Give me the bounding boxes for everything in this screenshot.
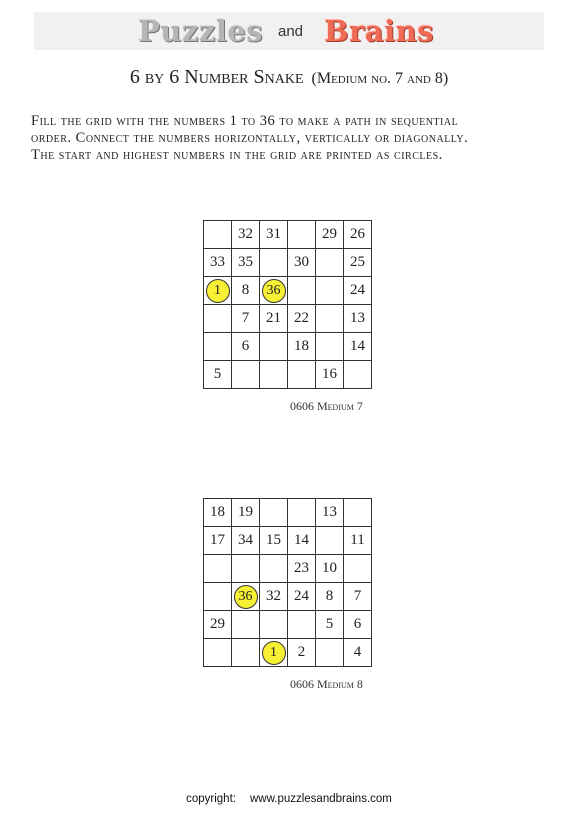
grid-cell[interactable]: 8 (232, 277, 260, 305)
grid-cell[interactable] (288, 277, 316, 305)
grid-cell[interactable] (232, 555, 260, 583)
grid-cell[interactable]: 8 (316, 583, 344, 611)
grid-cell[interactable] (232, 611, 260, 639)
grid-cell[interactable]: 17 (204, 527, 232, 555)
grid-cell[interactable]: 22 (288, 305, 316, 333)
grid-cell[interactable] (260, 333, 288, 361)
grid-cell[interactable] (288, 361, 316, 389)
grid-cell[interactable]: 13 (316, 499, 344, 527)
grid-cell[interactable] (288, 611, 316, 639)
footer (0, 793, 578, 805)
grid-row (204, 221, 372, 249)
grid-cell[interactable] (344, 361, 372, 389)
grid-cell[interactable] (204, 305, 232, 333)
grid-row (204, 555, 372, 583)
grid-cell[interactable]: 10 (316, 555, 344, 583)
grid-cell[interactable]: 32 (232, 221, 260, 249)
grid-cell[interactable]: 29 (204, 611, 232, 639)
grid-row (204, 249, 372, 277)
grid-cell[interactable] (316, 527, 344, 555)
grid-cell[interactable]: 21 (260, 305, 288, 333)
site-header (34, 12, 544, 50)
grid-row (204, 305, 372, 333)
grid-cell[interactable] (204, 221, 232, 249)
grid-cell[interactable]: 24 (344, 277, 372, 305)
grid-cell[interactable]: 14 (288, 527, 316, 555)
grid-cell[interactable]: 15 (260, 527, 288, 555)
logo-brains: Brains (324, 14, 435, 48)
grid-cell[interactable]: 30 (288, 249, 316, 277)
title-main: 6 by 6 Number Snake (129, 66, 304, 88)
grid-cell[interactable] (260, 277, 288, 305)
grid-cell[interactable] (232, 361, 260, 389)
instruction-line: Fill the grid with the numbers 1 to 36 to make a path in sequential (31, 113, 459, 129)
grid-cell[interactable] (260, 499, 288, 527)
grid-cell[interactable]: 24 (288, 583, 316, 611)
grid-cell[interactable] (232, 583, 260, 611)
puzzle-grid-medium-7 (203, 220, 372, 389)
site-url[interactable]: www.puzzlesandbrains.com (249, 793, 392, 805)
grid-cell[interactable]: 33 (204, 249, 232, 277)
copyright-label: copyright: (186, 793, 236, 805)
grid-cell[interactable] (316, 277, 344, 305)
grid-cell[interactable]: 31 (260, 221, 288, 249)
grid-cell[interactable] (288, 499, 316, 527)
grid-cell[interactable] (316, 249, 344, 277)
grid-cell[interactable]: 7 (232, 305, 260, 333)
title-sub: (Medium no. 7 and 8) (311, 70, 449, 87)
grid-cell[interactable]: 34 (232, 527, 260, 555)
instruction-line: order. Connect the numbers horizontally, vertically or diagonally. (31, 130, 469, 146)
grid-cell[interactable] (316, 305, 344, 333)
grid-cell[interactable] (260, 639, 288, 667)
grid-cell[interactable]: 23 (288, 555, 316, 583)
circled-number: 36 (234, 585, 258, 609)
grid-cell[interactable]: 25 (344, 249, 372, 277)
grid-cell[interactable]: 26 (344, 221, 372, 249)
grid-cell[interactable] (204, 277, 232, 305)
grid-cell[interactable] (204, 583, 232, 611)
grid-cell[interactable] (204, 639, 232, 667)
grid-cell[interactable]: 14 (344, 333, 372, 361)
grid-cell[interactable] (260, 611, 288, 639)
logo-and: and (278, 23, 304, 40)
grid-row (204, 583, 372, 611)
grid-cell[interactable] (316, 333, 344, 361)
grid-cell[interactable] (260, 555, 288, 583)
grid-cell[interactable] (232, 639, 260, 667)
grid-cell[interactable] (204, 333, 232, 361)
grid-cell[interactable]: 5 (204, 361, 232, 389)
puzzle-caption: 0606 Medium 8 (290, 677, 363, 691)
circled-number: 1 (206, 279, 230, 303)
grid-cell[interactable]: 11 (344, 527, 372, 555)
grid-cell[interactable] (260, 361, 288, 389)
grid-cell[interactable]: 4 (344, 639, 372, 667)
grid-cell[interactable]: 35 (232, 249, 260, 277)
grid-cell[interactable]: 6 (232, 333, 260, 361)
instruction-line: The start and highest numbers in the grid are printed as circles. (31, 147, 443, 163)
grid-cell[interactable] (288, 221, 316, 249)
circled-number: 36 (262, 279, 286, 303)
puzzle-grid-medium-8 (203, 498, 372, 667)
grid-cell[interactable]: 5 (316, 611, 344, 639)
circled-number: 1 (262, 641, 286, 665)
grid-cell[interactable]: 7 (344, 583, 372, 611)
grid-cell[interactable]: 32 (260, 583, 288, 611)
grid-cell[interactable]: 18 (204, 499, 232, 527)
grid-row (204, 333, 372, 361)
logo-puzzles: Puzzles (138, 14, 264, 48)
grid-cell[interactable]: 19 (232, 499, 260, 527)
instructions (31, 113, 556, 164)
grid-cell[interactable] (344, 555, 372, 583)
page-title (0, 66, 578, 89)
grid-cell[interactable]: 13 (344, 305, 372, 333)
puzzle-caption: 0606 Medium 7 (290, 399, 363, 413)
grid-row (204, 527, 372, 555)
grid-cell[interactable] (260, 249, 288, 277)
grid-cell[interactable]: 18 (288, 333, 316, 361)
grid-cell[interactable] (204, 555, 232, 583)
grid-cell[interactable] (316, 639, 344, 667)
grid-cell[interactable]: 6 (344, 611, 372, 639)
grid-cell[interactable]: 29 (316, 221, 344, 249)
grid-row (204, 361, 372, 389)
grid-row (204, 639, 372, 667)
grid-cell[interactable]: 16 (316, 361, 344, 389)
grid-cell[interactable]: 2 (288, 639, 316, 667)
grid-cell[interactable] (344, 499, 372, 527)
grid-row (204, 499, 372, 527)
grid-row (204, 277, 372, 305)
grid-row (204, 611, 372, 639)
